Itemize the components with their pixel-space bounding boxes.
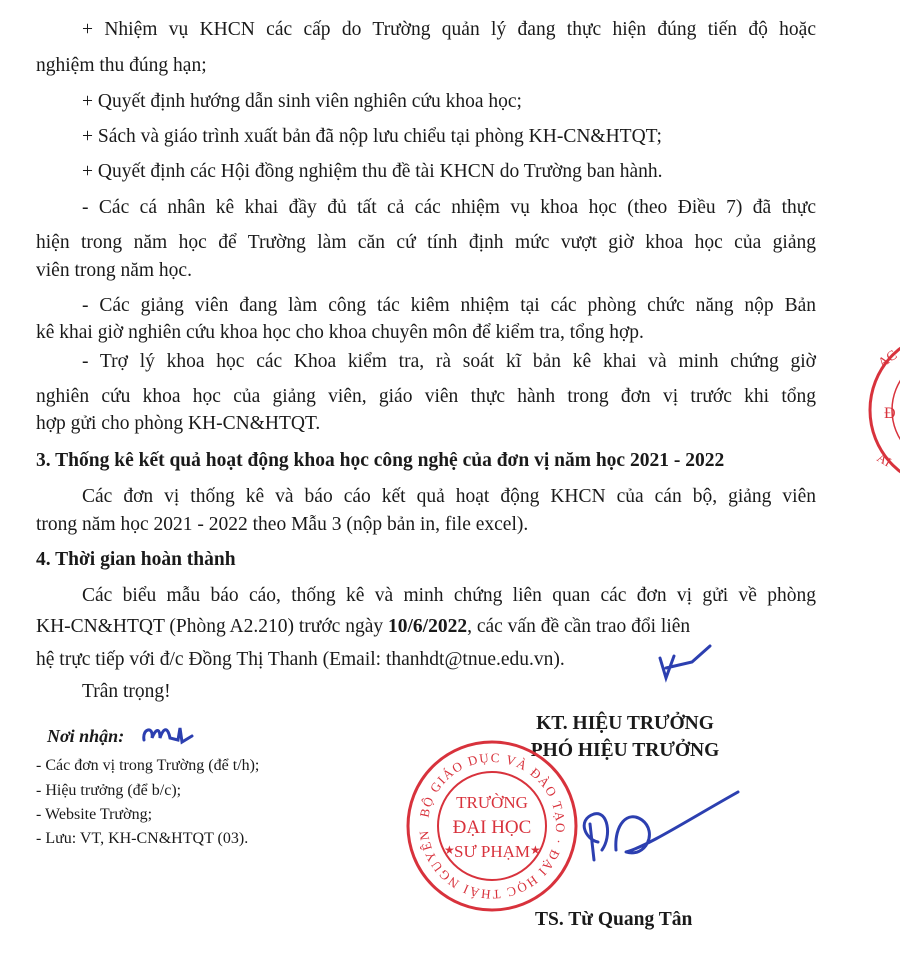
signer-name: TS. Từ Quang Tân <box>535 909 693 930</box>
section-4-text: Các biểu mẫu báo cáo, thống kê và minh chứng liên quan các đơn vị gửi về phòng <box>82 585 816 606</box>
initial-signature-mark <box>652 638 712 684</box>
svg-text:Đ: Đ <box>884 405 896 422</box>
handwritten-signature <box>568 780 748 870</box>
stamp-center-text: TRƯỜNG <box>456 793 528 812</box>
section-3-text: trong năm học 2021 - 2022 theo Mẫu 3 (nộp bản in, file excel). <box>36 514 529 535</box>
body-line: + Quyết định hướng dẫn sinh viên nghiên cứu khoa học; <box>82 91 522 112</box>
section-4-heading: 4. Thời gian hoàn thành <box>36 549 236 570</box>
signature-title: KT. HIỆU TRƯỞNG <box>536 713 714 734</box>
body-line: hợp gửi cho phòng KH-CN&HTQT. <box>36 413 321 434</box>
recipient-item: - Lưu: VT, KH-CN&HTQT (03). <box>36 830 249 847</box>
stamp-center-text: SƯ PHẠM <box>453 842 531 861</box>
recipient-item: - Hiệu trưởng (để b/c); <box>36 782 182 799</box>
body-line: kê khai giờ nghiên cứu khoa học cho khoa chuyên môn để kiểm tra, tổng hợp. <box>36 322 644 343</box>
section-4-deadline-line <box>36 615 816 639</box>
deadline-date: 10/6/2022 <box>388 616 468 637</box>
svg-text:AI: AI <box>874 449 894 470</box>
section-4-text: hệ trực tiếp với đ/c Đồng Thị Thanh (Email: thanhdt@tnue.edu.vn). <box>36 649 565 670</box>
body-line: - Các giảng viên đang làm công tác kiêm nhiệm tại các phòng chức năng nộp Bản <box>82 295 816 316</box>
initial-signature-mark <box>138 720 194 750</box>
stamp-center-text: ĐẠI HỌC <box>452 817 532 838</box>
closing-text: Trân trọng! <box>82 681 171 702</box>
body-line: hiện trong năm học để Trường làm căn cứ tính định mức vượt giờ khoa học của giảng <box>36 232 816 253</box>
body-line: viên trong năm học. <box>36 260 192 281</box>
recipients-label: Nơi nhận: <box>47 726 125 746</box>
recipient-item: - Website Trường; <box>36 806 153 823</box>
body-line: nghiệm thu đúng hạn; <box>36 55 207 76</box>
stamp-ring-text: BỘ GIÁO DỤC VÀ ĐÀO TẠO · ĐẠI HỌC THÁI NGUYÊN <box>415 749 569 903</box>
recipient-item: - Các đơn vị trong Trường (để t/h); <box>36 757 260 774</box>
stamp-star-icon: ★ <box>444 843 455 857</box>
body-line: + Sách và giáo trình xuất bản đã nộp lưu chiểu tại phòng KH-CN&HTQT; <box>82 126 662 147</box>
body-line: + Nhiệm vụ KHCN các cấp do Trường quản lý đang thực hiện đúng tiến độ hoặc <box>82 19 816 40</box>
body-line: - Các cá nhân kê khai đầy đủ tất cả các nhiệm vụ khoa học (theo Điều 7) đã thực <box>82 197 816 218</box>
signature-subtitle: PHÓ HIỆU TRƯỞNG <box>530 740 720 761</box>
svg-text:AC: AC <box>875 347 900 372</box>
official-stamp <box>402 736 582 916</box>
body-line: - Trợ lý khoa học các Khoa kiểm tra, rà soát kĩ bản kê khai và minh chứng giờ <box>82 351 816 372</box>
section-4-text: , các vấn đề cần trao đổi liên <box>467 616 691 637</box>
body-line: + Quyết định các Hội đồng nghiệm thu đề tài KHCN do Trường ban hành. <box>82 161 663 182</box>
body-line: nghiên cứu khoa học của giảng viên, giáo viên thực hành trong đơn vị trước khi tổng <box>36 386 816 407</box>
partial-edge-stamp <box>862 320 900 500</box>
section-3-text: Các đơn vị thống kê và báo cáo kết quả hoạt động KHCN của cán bộ, giảng viên <box>82 486 816 507</box>
section-4-text: KH-CN&HTQT (Phòng A2.210) trước ngày <box>36 616 388 637</box>
section-3-heading: 3. Thống kê kết quả hoạt động khoa học công nghệ của đơn vị năm học 2021 - 2022 <box>36 450 725 471</box>
stamp-star-icon: ★ <box>530 843 541 857</box>
